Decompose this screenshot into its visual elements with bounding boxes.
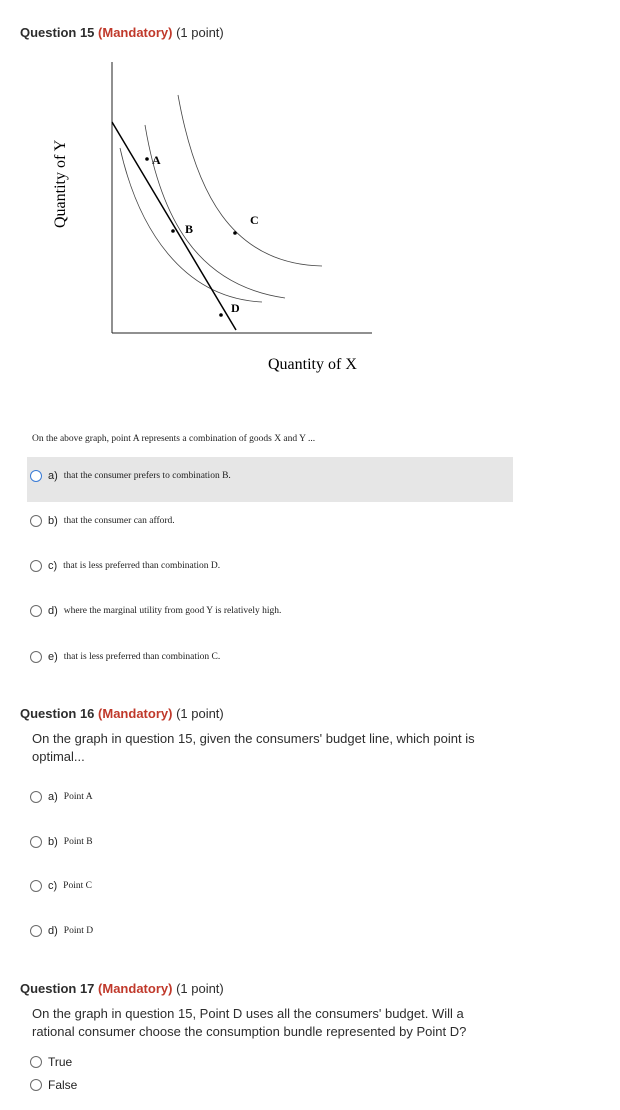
radio-button[interactable] [30,880,42,892]
option-text: Point D [63,926,94,936]
y-axis-label: Quantity of Y [52,139,69,228]
q17-option-true[interactable] [30,1051,72,1073]
option-letter: d) [48,605,58,617]
option-text: where the marginal utility from good Y is relatively high. [63,606,282,616]
radio-button[interactable] [30,1056,42,1068]
point-b-label: B [185,222,194,236]
point-c-dot [233,231,237,235]
q15-option-d[interactable] [30,599,281,623]
option-letter: d) [48,925,58,937]
q15-points: (1 point) [176,25,224,40]
radio-button[interactable] [30,560,42,572]
q15-option-e[interactable] [30,645,220,669]
option-text: Point A [63,792,93,802]
q17-mandatory: (Mandatory) [98,981,173,996]
radio-button[interactable] [30,1079,42,1091]
q17-title: Question 17 [20,981,95,996]
radio-button[interactable] [30,605,42,617]
x-axis-label: Quantity of X [268,356,357,373]
q15-option-b[interactable] [30,509,175,533]
option-text: False [48,1078,78,1092]
option-text: that is less preferred than combination D. [63,561,221,571]
radio-button[interactable] [30,651,42,663]
q15-graph [0,0,620,420]
q17-option-false[interactable] [30,1074,77,1096]
point-d-dot [219,313,223,317]
option-text: that is less preferred than combination C. [63,652,221,662]
q17-header [20,981,224,996]
radio-button[interactable] [30,515,42,527]
q17-points: (1 point) [176,981,224,996]
point-a-dot [145,157,149,161]
radio-button[interactable] [30,925,42,937]
q16-option-d[interactable] [30,919,93,943]
option-text: True [48,1055,73,1069]
q16-prompt: On the graph in question 15, given the consumers' budget line, which point is optimal... [32,731,475,764]
q15-title: Question 15 [20,25,95,40]
option-text: that the consumer prefers to combination B. [63,471,231,481]
q16-option-a[interactable] [30,785,93,809]
q16-option-b[interactable] [30,830,93,854]
q16-header [20,706,224,721]
q15-prompt: On the above graph, point A represents a combination of goods X and Y ... [32,434,316,444]
point-c-label: C [250,213,259,227]
q16-option-c[interactable] [30,874,92,898]
point-b-dot [171,229,175,233]
option-letter: a) [48,470,58,482]
radio-button[interactable] [30,836,42,848]
radio-button[interactable] [30,470,42,482]
q15-mandatory: (Mandatory) [98,25,173,40]
q16-mandatory: (Mandatory) [98,706,173,721]
option-letter: c) [48,880,58,892]
q17-prompt: On the graph in question 15, Point D uses all the consumers' budget. Will a rational consumer choose the consumption bundle represented by Point D? [32,1006,467,1039]
option-letter: c) [48,560,58,572]
indifference-curve-3 [178,95,322,266]
option-text: that the consumer can afford. [63,516,175,526]
budget-line [112,122,236,330]
option-letter: b) [48,836,58,848]
q15-option-a[interactable] [30,464,231,488]
option-letter: b) [48,515,58,527]
radio-button[interactable] [30,791,42,803]
point-d-label: D [231,301,240,315]
option-letter: e) [48,651,58,663]
option-text: Point B [63,837,93,847]
point-a-label: A [152,153,161,167]
q15-option-c[interactable] [30,554,220,578]
option-letter: a) [48,791,58,803]
option-text: Point C [63,881,92,891]
q16-points: (1 point) [176,706,224,721]
q16-title: Question 16 [20,706,95,721]
